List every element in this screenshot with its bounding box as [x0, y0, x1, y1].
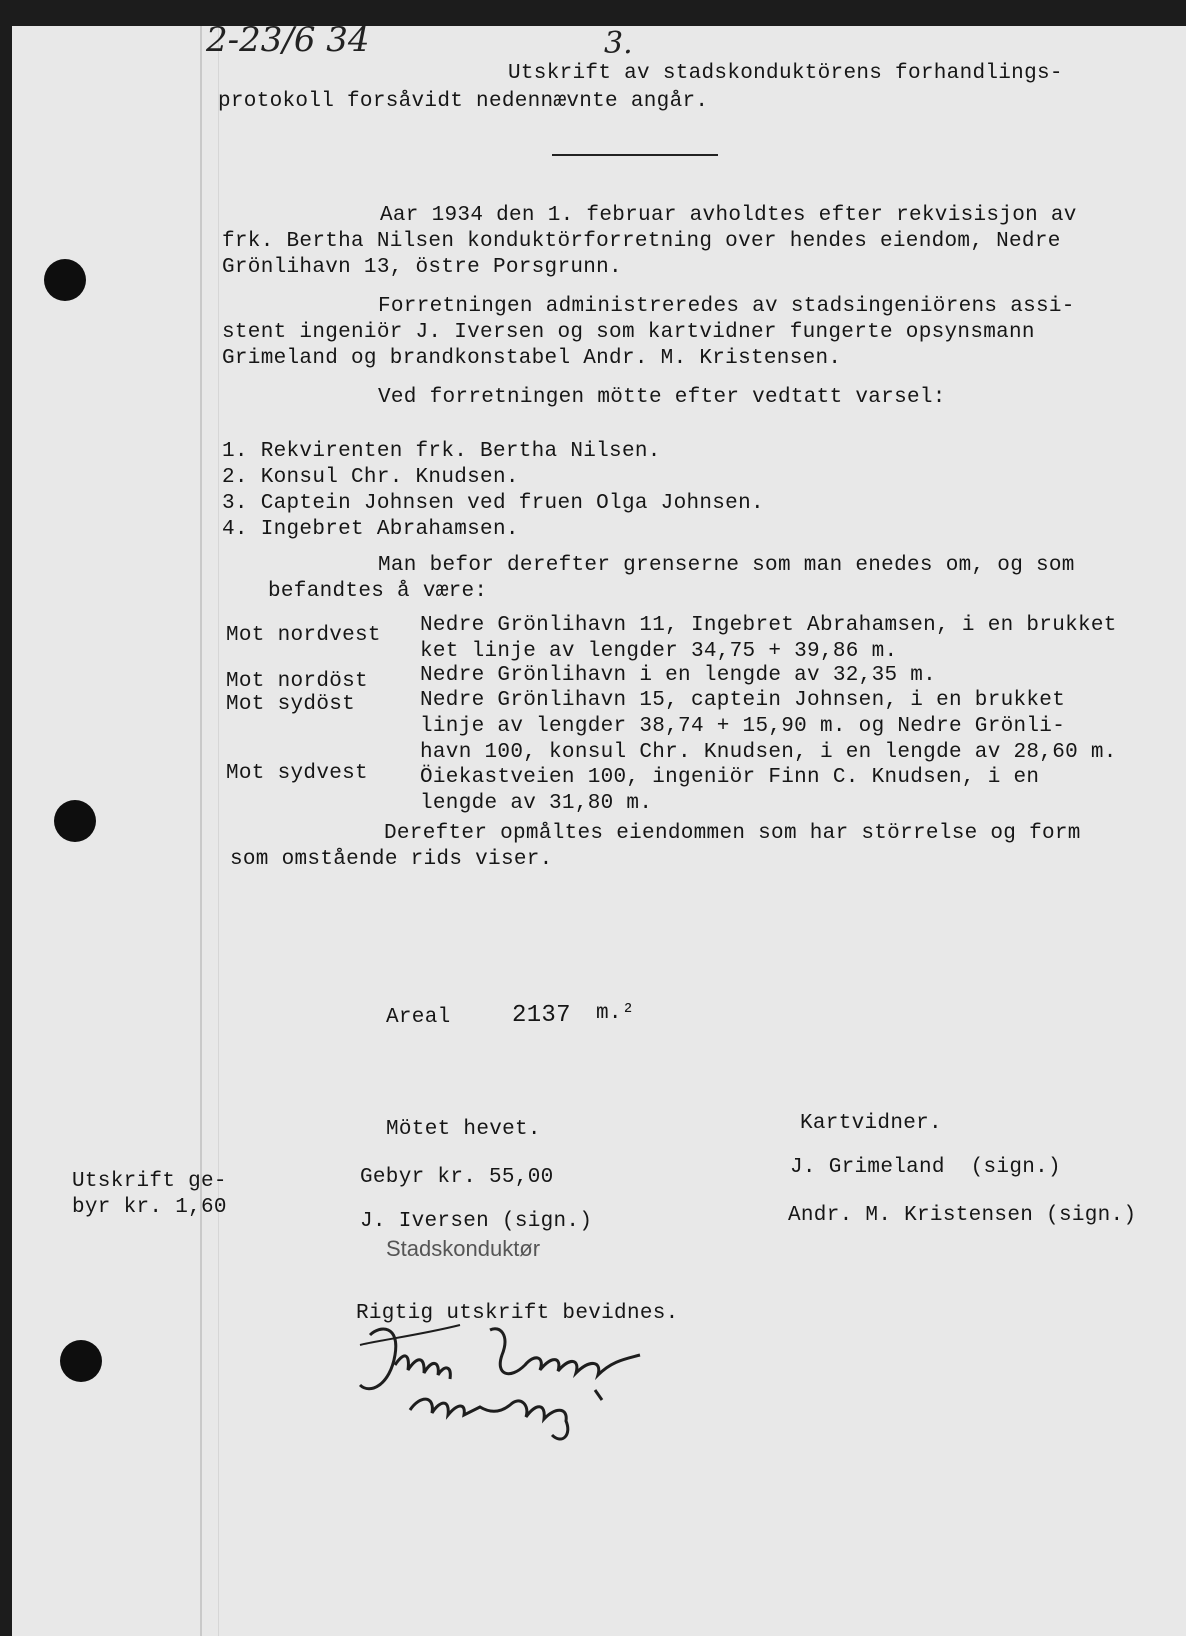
attendance-item: 1. Rekvirenten frk. Bertha Nilsen. [222, 440, 661, 463]
margin-fee-line-2: byr kr. 1,60 [72, 1196, 227, 1219]
attendance-item: 4. Ingebret Abrahamsen. [222, 518, 519, 541]
intro-line-2: frk. Bertha Nilsen konduktörforretning over hendes eiendom, Nedre [222, 230, 1061, 253]
margin-line-inner [218, 26, 219, 1636]
title-line-2: protokoll forsåvidt nedennævnte angår. [218, 90, 709, 113]
meeting-closed: Mötet hevet. [386, 1118, 541, 1141]
handwritten-signature [340, 1295, 680, 1465]
margin-fee-line-1: Utskrift ge- [72, 1170, 227, 1193]
boundary-text: Öiekastveien 100, ingeniör Finn C. Knudsen, i en [420, 766, 1040, 789]
boundary-label-sydvest: Mot sydvest [226, 762, 368, 785]
intro-line-1: Aar 1934 den 1. februar avholdtes efter rekvisisjon av [380, 204, 1077, 227]
boundaries-intro-1: Man befor derefter grenserne som man enedes om, og som [378, 554, 1075, 577]
witness-1: J. Grimeland (sign.) [790, 1156, 1061, 1179]
margin-line [200, 26, 202, 1636]
page-number: 3. [604, 26, 633, 61]
boundary-text: havn 100, konsul Chr. Knudsen, i en lengde av 28,60 m. [420, 741, 1117, 764]
area-label: Areal [386, 1006, 451, 1029]
area-value: 2137 [512, 1002, 571, 1029]
attendance-item: 2. Konsul Chr. Knudsen. [222, 466, 519, 489]
official-stamp: Stadskonduktør [386, 1236, 541, 1261]
boundary-label-nordost: Mot nordöst [226, 670, 368, 693]
certify-line: Rigtig utskrift bevidnes. [356, 1302, 679, 1325]
boundary-label-sydost: Mot sydöst [226, 693, 356, 716]
measure-line-2: som omstående rids viser. [230, 848, 553, 871]
boundary-text: Nedre Grönlihavn 11, Ingebret Abrahamsen, i en brukket [420, 614, 1117, 637]
area-unit: m.² [596, 1002, 635, 1025]
boundary-text: linje av lengder 38,74 + 15,90 m. og Nedre Grönli- [420, 715, 1066, 738]
boundaries-intro-2: befandtes å være: [268, 580, 488, 603]
attendance-item: 3. Captein Johnsen ved fruen Olga Johnsen. [222, 492, 764, 515]
boundary-text: ket linje av lengder 34,75 + 39,86 m. [420, 640, 898, 663]
admin-line-2: stent ingeniör J. Iversen og som kartvidner fungerte opsynsmann [222, 321, 1035, 344]
fee-amount: Gebyr kr. 55,00 [360, 1166, 554, 1189]
title-line-1: Utskrift av stadskonduktörens forhandlings- [508, 62, 1063, 85]
intro-line-3: Grönlihavn 13, östre Porsgrunn. [222, 256, 622, 279]
punch-hole-middle [54, 800, 96, 842]
attendance-intro: Ved forretningen mötte efter vedtatt varsel: [378, 386, 946, 409]
boundary-text: Nedre Grönlihavn 15, captein Johnsen, i en brukket [420, 689, 1066, 712]
title-underline [552, 154, 718, 156]
boundary-label-nordvest: Mot nordvest [226, 624, 381, 647]
witnesses-title: Kartvidner. [800, 1112, 942, 1135]
punch-hole-bottom [60, 1340, 102, 1382]
punch-hole-top [44, 259, 86, 301]
boundary-text: Nedre Grönlihavn i en lengde av 32,35 m. [420, 664, 937, 687]
handwritten-date: 2-23/6 34 [206, 20, 370, 60]
witness-2: Andr. M. Kristensen (sign.) [788, 1204, 1137, 1227]
measure-line-1: Derefter opmåltes eiendommen som har störrelse og form [384, 822, 1081, 845]
signer: J. Iversen (sign.) [360, 1210, 593, 1233]
boundary-text: lengde av 31,80 m. [420, 792, 653, 815]
admin-line-1: Forretningen administreredes av stadsingeniörens assi- [378, 295, 1075, 318]
admin-line-3: Grimeland og brandkonstabel Andr. M. Kristensen. [222, 347, 842, 370]
